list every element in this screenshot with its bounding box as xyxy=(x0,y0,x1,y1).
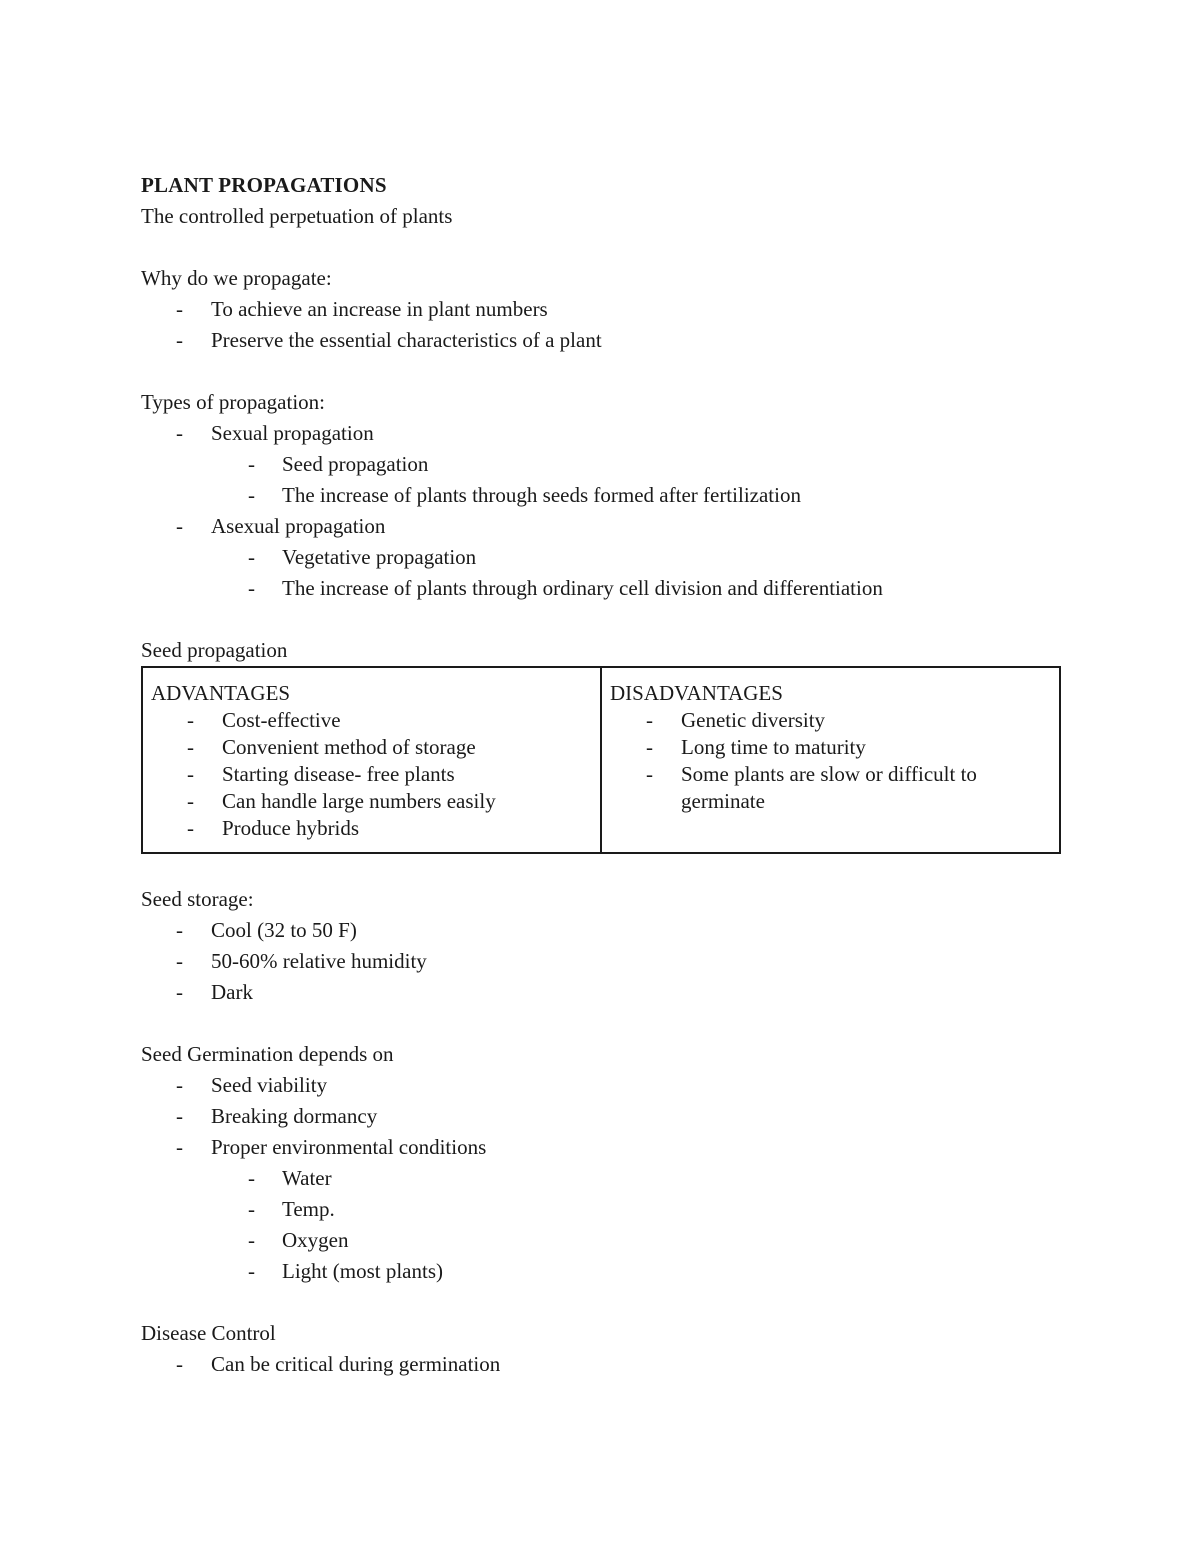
bullet-dash: - xyxy=(248,483,255,507)
list-item-text: Vegetative propagation xyxy=(282,545,477,569)
bullet-dash: - xyxy=(248,452,255,476)
sub-list-item xyxy=(141,1194,1061,1225)
list-item-text: Oxygen xyxy=(282,1228,349,1252)
why-heading: Why do we propagate: xyxy=(141,266,332,290)
list-item-text: Produce hybrids xyxy=(222,816,360,840)
seed-storage-heading: Seed storage: xyxy=(141,887,254,911)
list-item-text: Starting disease- free plants xyxy=(222,762,455,786)
sub-list-item xyxy=(141,1163,1061,1194)
list-item xyxy=(141,1349,1061,1380)
bullet-dash: - xyxy=(176,1352,183,1376)
sub-list-item xyxy=(141,449,1061,480)
list-item xyxy=(141,1070,1061,1101)
list-item xyxy=(151,788,600,815)
list-item-text: To achieve an increase in plant numbers xyxy=(211,297,548,321)
list-item xyxy=(141,511,1061,542)
list-item-text: Seed propagation xyxy=(282,452,429,476)
list-item-text: Breaking dormancy xyxy=(211,1104,378,1128)
bullet-dash: - xyxy=(187,816,194,840)
sub-list-item xyxy=(141,480,1061,511)
bullet-dash: - xyxy=(176,297,183,321)
list-item xyxy=(151,815,600,842)
bullet-dash: - xyxy=(248,545,255,569)
list-item-text: Asexual propagation xyxy=(211,514,386,538)
bullet-dash: - xyxy=(176,980,183,1004)
germination-heading: Seed Germination depends on xyxy=(141,1042,394,1066)
list-item xyxy=(141,1101,1061,1132)
list-item-text: Genetic diversity xyxy=(681,708,826,732)
bullet-dash: - xyxy=(176,421,183,445)
bullet-dash: - xyxy=(187,762,194,786)
spacer xyxy=(141,604,1061,635)
list-item-text: Long time to maturity xyxy=(681,735,866,759)
spacer xyxy=(141,356,1061,387)
bullet-dash: - xyxy=(248,1166,255,1190)
disadvantages-cell xyxy=(601,667,1060,853)
pros-cons-table xyxy=(141,666,1061,854)
advantages-heading: ADVANTAGES xyxy=(151,681,291,705)
list-item xyxy=(141,946,1061,977)
list-item-text: Preserve the essential characteristics of a plant xyxy=(211,328,602,352)
sub-list-item xyxy=(141,542,1061,573)
list-item xyxy=(151,761,600,788)
list-item-text: Can be critical during germination xyxy=(211,1352,501,1376)
list-item-text: Water xyxy=(282,1166,332,1190)
document-subtitle: The controlled perpetuation of plants xyxy=(141,204,453,228)
bullet-dash: - xyxy=(187,789,194,813)
bullet-dash: - xyxy=(248,576,255,600)
bullet-dash: - xyxy=(176,1135,183,1159)
sub-list-item xyxy=(141,1256,1061,1287)
list-item-text: Dark xyxy=(211,980,253,1004)
bullet-dash: - xyxy=(176,514,183,538)
list-item-text: 50-60% relative humidity xyxy=(211,949,427,973)
list-item xyxy=(151,707,600,734)
list-item-text: Light (most plants) xyxy=(282,1259,443,1283)
bullet-dash: - xyxy=(176,1073,183,1097)
list-item-text: Some plants are slow or difficult to germinate xyxy=(681,762,977,813)
disease-heading: Disease Control xyxy=(141,1321,276,1345)
bullet-dash: - xyxy=(248,1259,255,1283)
sub-list-item xyxy=(141,573,1061,604)
table-row xyxy=(142,667,1060,853)
bullet-dash: - xyxy=(646,708,653,732)
bullet-dash: - xyxy=(646,735,653,759)
seed-propagation-heading: Seed propagation xyxy=(141,638,288,662)
list-item xyxy=(141,294,1061,325)
list-item xyxy=(141,915,1061,946)
document-title: PLANT PROPAGATIONS xyxy=(141,173,387,197)
list-item xyxy=(141,977,1061,1008)
list-item xyxy=(151,734,600,761)
list-item-text: Cost-effective xyxy=(222,708,341,732)
list-item-text: Seed viability xyxy=(211,1073,328,1097)
list-item-text: Convenient method of storage xyxy=(222,735,476,759)
list-item xyxy=(141,325,1061,356)
list-item-text: Proper environmental conditions xyxy=(211,1135,487,1159)
list-item xyxy=(610,761,981,815)
bullet-dash: - xyxy=(176,1104,183,1128)
spacer xyxy=(141,1008,1061,1039)
bullet-dash: - xyxy=(646,762,653,786)
bullet-dash: - xyxy=(248,1228,255,1252)
sub-list-item xyxy=(141,1225,1061,1256)
disadvantages-heading: DISADVANTAGES xyxy=(610,681,783,705)
bullet-dash: - xyxy=(248,1197,255,1221)
list-item-text: The increase of plants through seeds formed after fertilization xyxy=(282,483,801,507)
list-item-text: Can handle large numbers easily xyxy=(222,789,496,813)
list-item-text: Cool (32 to 50 F) xyxy=(211,918,357,942)
spacer xyxy=(141,1287,1061,1318)
bullet-dash: - xyxy=(187,735,194,759)
list-item-text: The increase of plants through ordinary cell division and differentiation xyxy=(282,576,883,600)
bullet-dash: - xyxy=(176,918,183,942)
list-item-text: Temp. xyxy=(282,1197,335,1221)
list-item-text: Sexual propagation xyxy=(211,421,374,445)
bullet-dash: - xyxy=(176,328,183,352)
advantages-cell xyxy=(142,667,601,853)
spacer xyxy=(141,232,1061,263)
spacer xyxy=(141,854,1061,884)
types-heading: Types of propagation: xyxy=(141,390,325,414)
document-page xyxy=(141,170,1061,1380)
list-item xyxy=(610,734,1059,761)
list-item xyxy=(610,707,1059,734)
bullet-dash: - xyxy=(176,949,183,973)
list-item xyxy=(141,418,1061,449)
bullet-dash: - xyxy=(187,708,194,732)
list-item xyxy=(141,1132,1061,1163)
